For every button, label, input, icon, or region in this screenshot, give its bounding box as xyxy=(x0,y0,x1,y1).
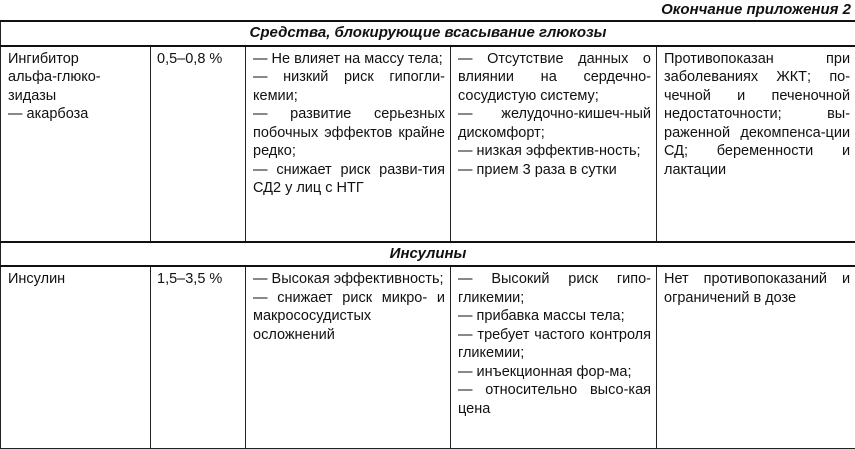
drug-name-line: — акарбоза xyxy=(8,105,145,124)
disadvantage-item: — прибавка массы тела; xyxy=(458,307,651,326)
advantage-item: — низкий риск гипогли-кемии; xyxy=(253,68,445,105)
disadvantage-item: — относительно высо-кая цена xyxy=(458,381,651,418)
table-row xyxy=(1,266,855,448)
contraindications-cell: Нет противопоказаний и ограничений в дозе xyxy=(657,266,855,448)
hba1c-reduction-cell: 1,5–3,5 % xyxy=(151,266,246,448)
drug-name-cell xyxy=(1,266,151,448)
advantages-cell xyxy=(246,46,451,242)
advantage-item: — снижает риск разви-тия СД2 у лиц с НТГ xyxy=(253,161,445,198)
advantage-item: — Высокая эффективность; xyxy=(253,270,445,289)
advantage-item: — снижает риск микро- и макрососудистых осложнений xyxy=(253,289,445,345)
disadvantage-item: — Высокий риск гипо-гликемии; xyxy=(458,270,651,307)
section-title: Средства, блокирующие всасывание глюкозы xyxy=(1,21,855,46)
disadvantages-cell xyxy=(451,266,657,448)
contraindications-cell: Противопоказан при заболеваниях ЖКТ; по-чечной и печеночной недостаточности; вы-раженной декомпенса-ции СД; беременности и лактации xyxy=(657,46,855,242)
disadvantage-item: — инъекционная фор-ма; xyxy=(458,363,651,382)
hba1c-reduction-cell: 0,5–0,8 % xyxy=(151,46,246,242)
section-header-row xyxy=(1,242,855,267)
table-row xyxy=(1,46,855,242)
drug-name-line: зидазы xyxy=(8,87,145,106)
drug-table xyxy=(0,20,855,449)
table-caption: Окончание приложения 2 xyxy=(661,0,851,20)
drug-name-cell xyxy=(1,46,151,242)
advantage-item: — Не влияет на массу тела; xyxy=(253,50,445,69)
disadvantages-cell xyxy=(451,46,657,242)
drug-name-line: альфа-глюко- xyxy=(8,68,145,87)
disadvantage-item: — низкая эффектив-ность; xyxy=(458,142,651,161)
drug-name-line: Ингибитор xyxy=(8,50,145,69)
drug-name-line: Инсулин xyxy=(8,270,145,289)
section-header-row xyxy=(1,21,855,46)
advantages-cell xyxy=(246,266,451,448)
disadvantage-item: — Отсутствие данных о влиянии на сердечно-сосудистую систему; xyxy=(458,50,651,106)
section-title: Инсулины xyxy=(1,242,855,267)
disadvantage-item: — желудочно-кишеч-ный дискомфорт; xyxy=(458,105,651,142)
disadvantage-item: — требует частого контроля гликемии; xyxy=(458,326,651,363)
disadvantage-item: — прием 3 раза в сутки xyxy=(458,161,651,180)
advantage-item: — развитие серьезных побочных эффектов крайне редко; xyxy=(253,105,445,161)
